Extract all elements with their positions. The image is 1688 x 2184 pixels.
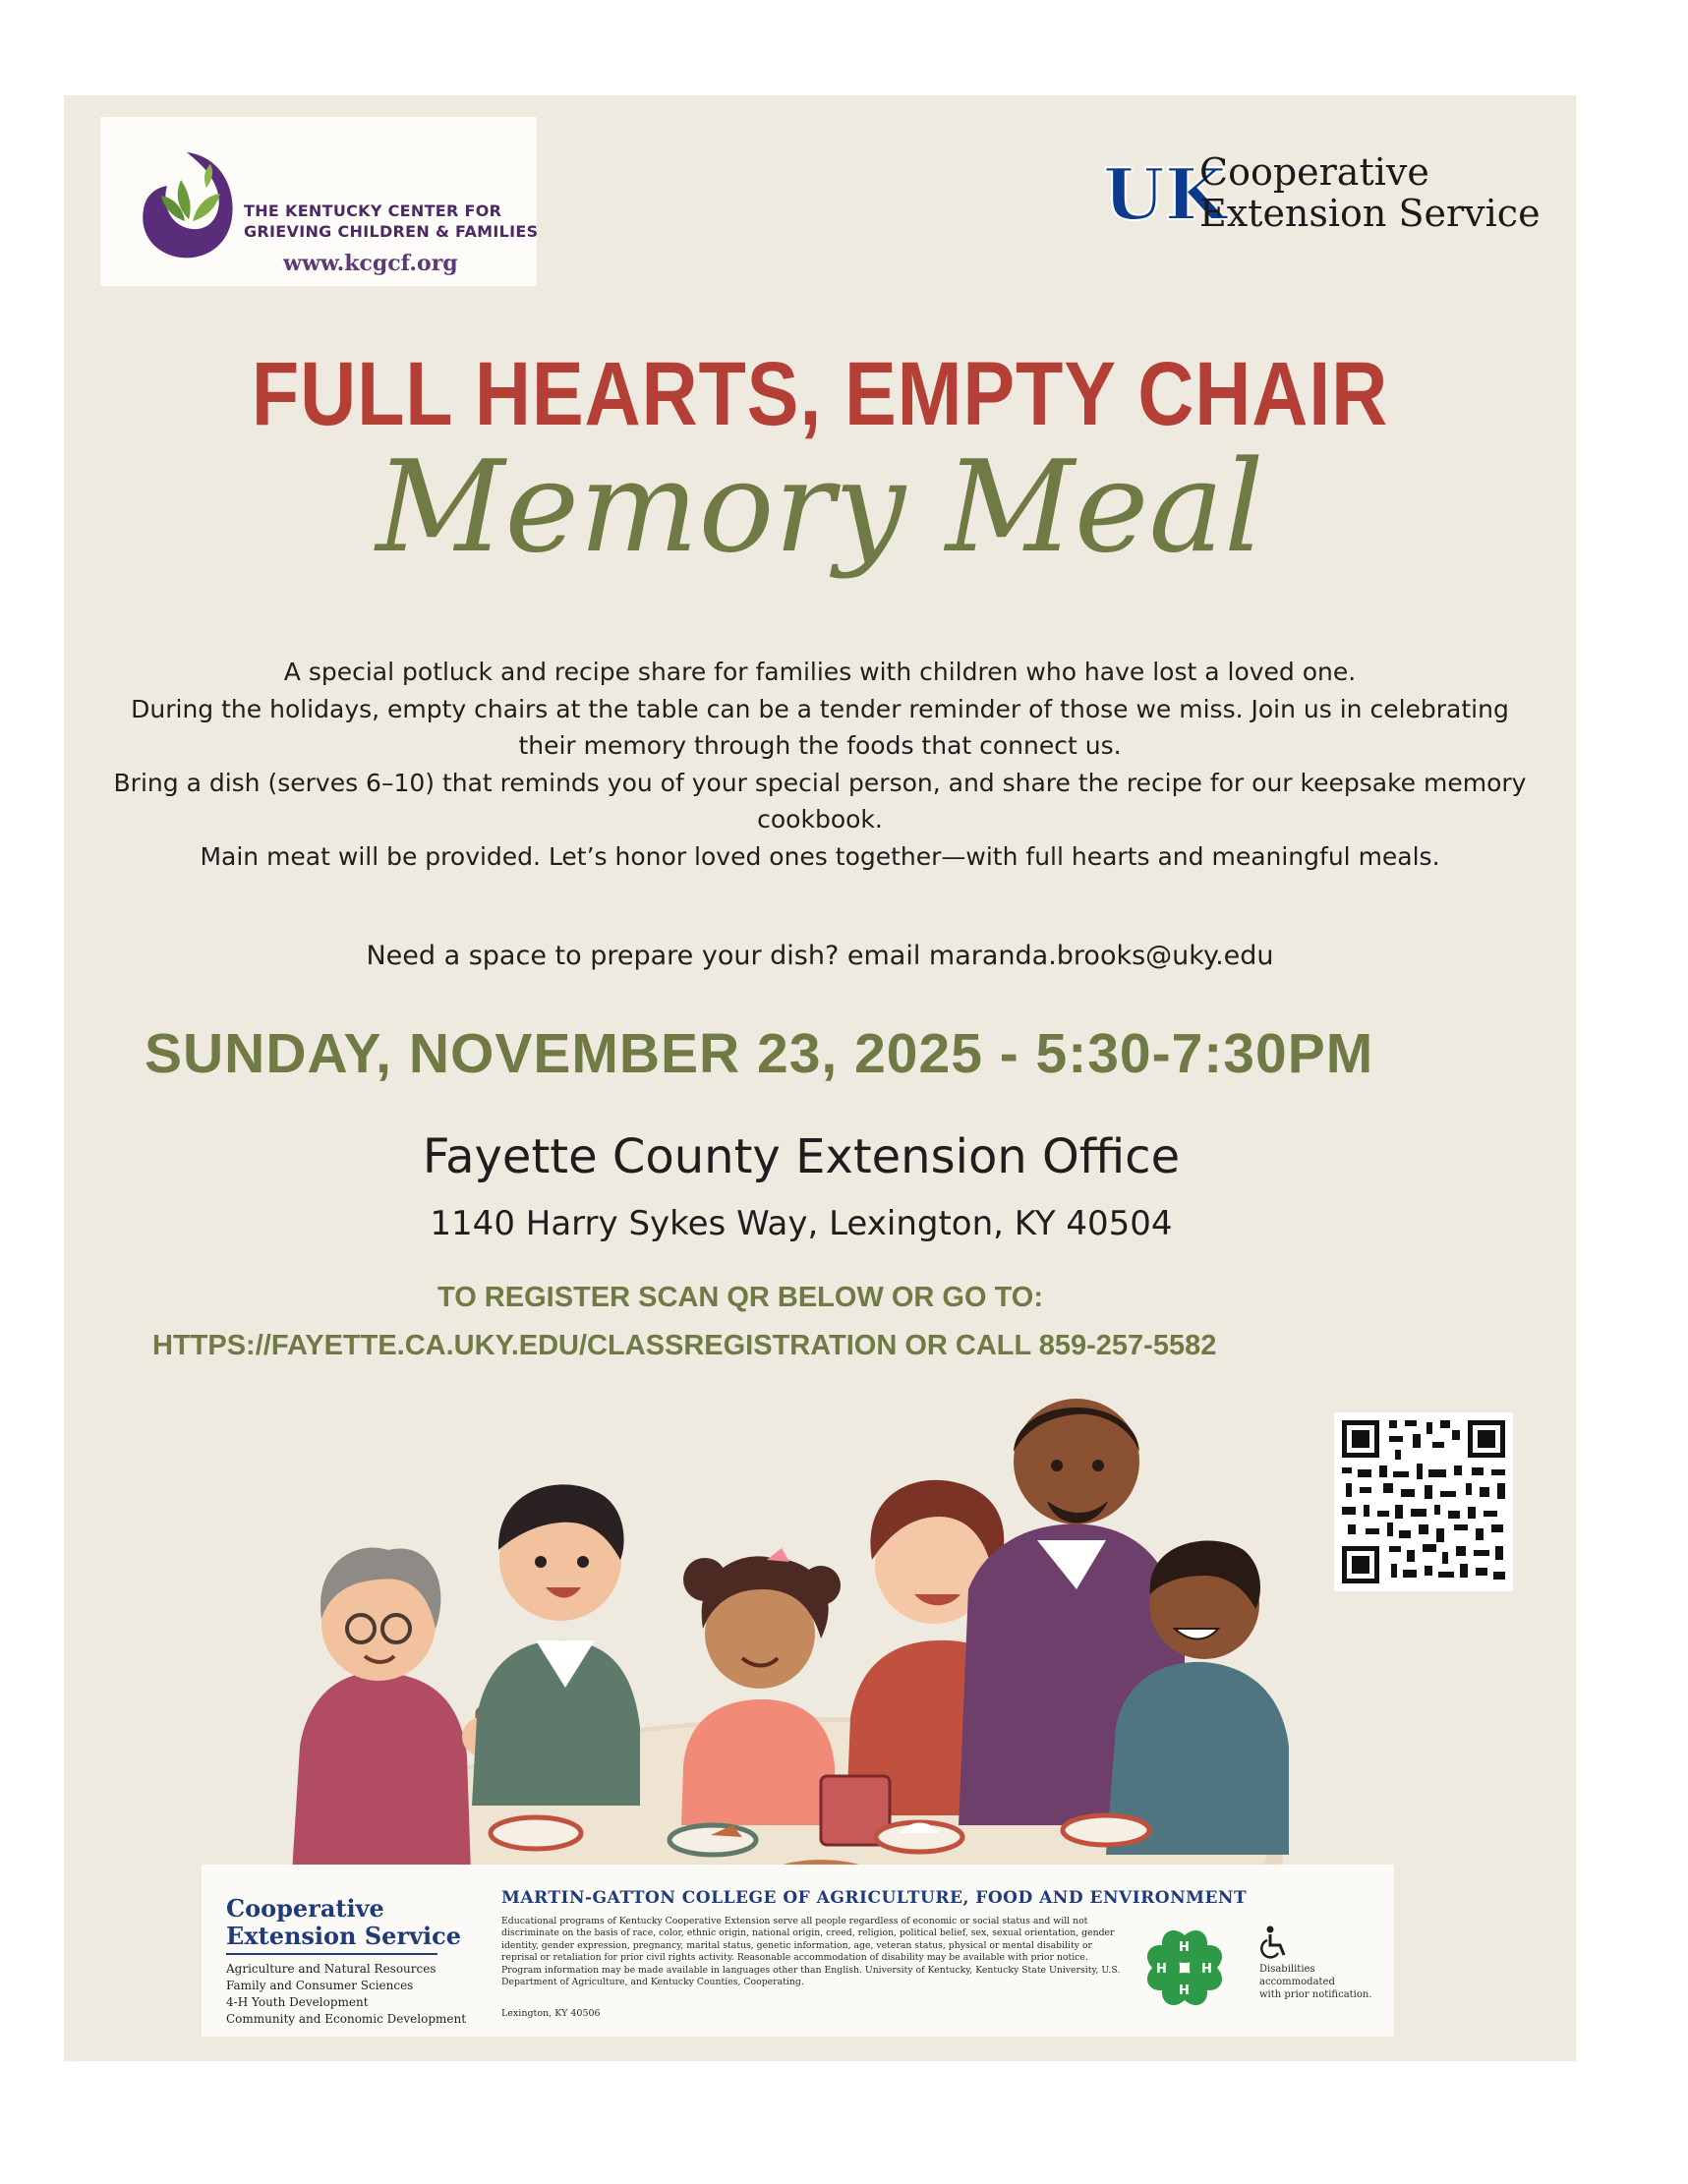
footer-ces-line1: Cooperative: [226, 1894, 384, 1923]
prep-space-note: Need a space to prepare your dish? email maranda.brooks@uky.edu: [366, 941, 1274, 971]
accessibility-note-line: with prior notification.: [1259, 1989, 1372, 2000]
footer-panel: [202, 1865, 1394, 2037]
venue-name: Fayette County Extension Office: [422, 1129, 1181, 1184]
uk-extension-logo: [1101, 152, 1553, 241]
svg-text:UK: UK: [1103, 152, 1227, 236]
footer-program-list: [226, 1961, 466, 2028]
college-name: MARTIN-GATTON COLLEGE OF AGRICULTURE, FOOD AND ENVIRONMENT: [501, 1888, 1248, 1908]
nondiscrimination-statement: Educational programs of Kentucky Cooperative Extension serve all people regardless of economic or social status and will not discriminate on the basis of race, color, ethnic origin, national origin, creed, religion, political belief, sex, sexual orientation, gender identity, gender expression, pregnancy, marital status, genetic information, age, veteran status, physical or mental disability or reprisal or retaliation for prior civil rights activity. Reasonable accommodation of disability may be available with prior notice. Program information may be made available in languages other than English. University of Kentucky, Kentucky State University, U.S. Department of Agriculture, and Kentucky Counties, Cooperating.: [501, 1916, 1121, 1988]
description-line: During the holidays, empty chairs at the table can be a tender reminder of those we miss. Join us in celebrating their memory through the foods that connect us.: [131, 694, 1509, 760]
flyer: [64, 95, 1576, 2061]
partner-name-line2: GRIEVING CHILDREN & FAMILIES: [244, 222, 539, 241]
kcgcf-logo: [100, 117, 537, 286]
description-line: Main meat will be provided. Let’s honor loved ones together—with full hearts and meaningful meals.: [200, 841, 1440, 871]
footer-ces-line2: Extension Service: [226, 1922, 462, 1950]
register-instruction: TO REGISTER SCAN QR BELOW OR GO TO:: [437, 1282, 1044, 1313]
program-item: Community and Economic Development: [226, 2012, 467, 2026]
program-item: Family and Consumer Sciences: [226, 1979, 414, 1992]
svg-text:H: H: [1156, 1962, 1167, 1977]
extension-name-line1: Cooperative: [1199, 150, 1429, 194]
footer-city: Lexington, KY 40506: [501, 2008, 601, 2019]
venue-address: 1140 Harry Sykes Way, Lexington, KY 40504: [430, 1204, 1173, 1243]
wheelchair-accessibility-icon: [1258, 1925, 1288, 1961]
partner-url: www.kcgcf.org: [283, 251, 458, 276]
description-line: A special potluck and recipe share for families with children who have lost a loved one.: [283, 658, 1357, 686]
headline: FULL HEARTS, EMPTY CHAIR: [251, 344, 1389, 444]
accessibility-note-line: Disabilities: [1259, 1964, 1315, 1975]
accessibility-note: [1259, 1963, 1372, 2001]
extension-name-line2: Extension Service: [1199, 192, 1541, 235]
uk-logo-icon: [1101, 152, 1227, 236]
footer-divider: [226, 1953, 437, 1955]
person-girl: [681, 1548, 841, 1825]
leaf-hands-icon: [138, 148, 236, 262]
svg-text:H: H: [1201, 1962, 1212, 1977]
description-line: Bring a dish (serves 6–10) that reminds you of your special person, and share the recipe for our keepsake memory cookbook.: [113, 768, 1527, 833]
program-item: 4-H Youth Development: [226, 1995, 369, 2009]
svg-text:H: H: [1179, 1983, 1190, 1998]
family-dinner-illustration: [270, 1393, 1362, 1904]
svg-text:H: H: [1179, 1940, 1190, 1955]
accessibility-note-line: accommodated: [1259, 1977, 1335, 1987]
person-boy: [472, 1484, 640, 1806]
event-date: SUNDAY, NOVEMBER 23, 2025 - 5:30-7:30PM: [145, 1022, 1374, 1085]
partner-name-line1: THE KENTUCKY CENTER FOR: [244, 201, 502, 220]
register-url[interactable]: HTTPS://FAYETTE.CA.UKY.EDU/CLASSREGISTRATION OR CALL 859-257-5582: [152, 1330, 1217, 1361]
script-subtitle: Memory Meal: [376, 434, 1264, 581]
four-h-clover-icon: [1140, 1924, 1229, 2012]
program-item: Agriculture and Natural Resources: [226, 1962, 437, 1976]
description: [103, 654, 1537, 875]
